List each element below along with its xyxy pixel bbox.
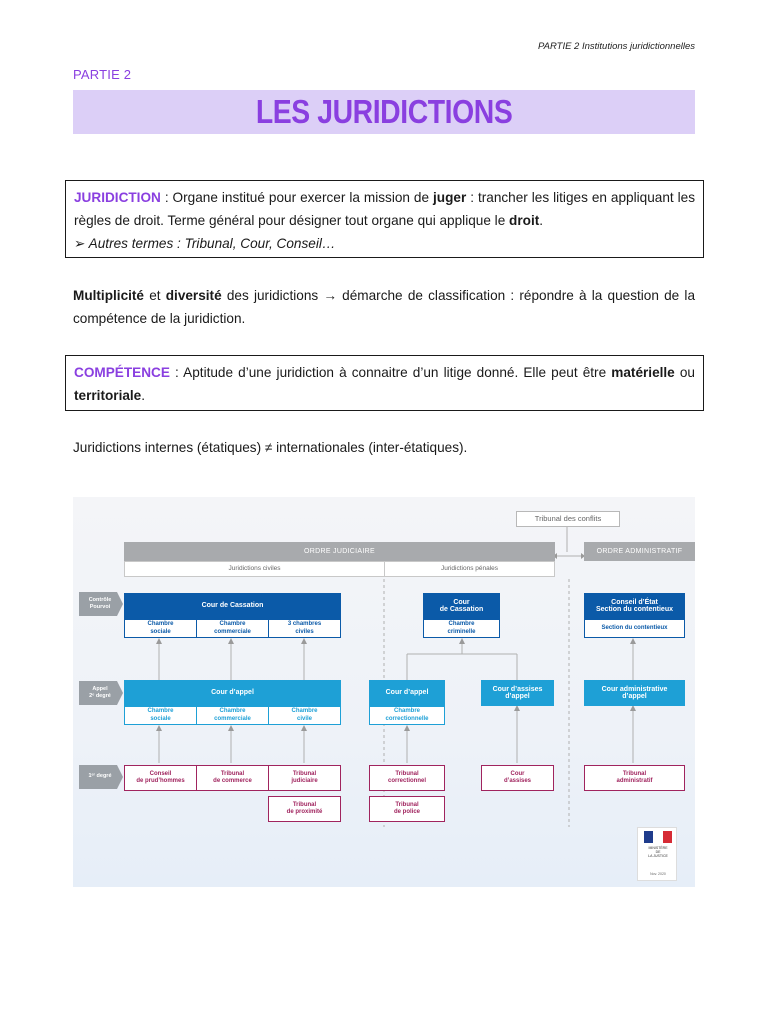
- ordre-administratif-header: ORDRE ADMINISTRATIF: [584, 542, 695, 561]
- cour-d-appel: Cour d’appel: [124, 680, 341, 706]
- paragraph-internes: Juridictions internes (étatiques) ≠ internationales (inter-étatiques).: [73, 440, 468, 455]
- juridictions-civiles: Juridictions civiles: [124, 561, 385, 577]
- para-text: des juridictions → démarche de classification : répondre à la question de la compétence de la juridiction.: [73, 288, 695, 326]
- def-text: : Organe institué pour exercer la mission de: [160, 190, 434, 205]
- cour-administrative-d-appel: Cour administrative d’appel: [584, 680, 685, 706]
- def-text: : Aptitude d’une juridiction à connaitre d’un litige donné. Elle peut être: [169, 365, 612, 380]
- logo-text: MINISTÈRE DE LA JUSTICE: [648, 846, 668, 858]
- para-bold: diversité: [165, 288, 222, 303]
- ordre-judiciaire-header: ORDRE JUDICIAIRE: [124, 542, 555, 561]
- french-flag-icon: [644, 831, 672, 843]
- logo-date: Nov. 2020: [650, 872, 666, 876]
- chambre-correctionnelle: Chambre correctionnelle: [369, 706, 445, 725]
- running-header: PARTIE 2 Institutions juridictionnelles: [537, 41, 695, 52]
- appel-chambre-sociale: Chambre sociale: [124, 706, 197, 725]
- ministere-justice-logo: [637, 827, 677, 881]
- cour-d-appel-penal: Cour d’appel: [369, 680, 445, 706]
- def-bold: juger: [433, 190, 467, 205]
- tribunal-correctionnel: Tribunal correctionnel: [369, 765, 445, 791]
- cour-de-cassation: Cour de Cassation: [124, 593, 341, 619]
- definition-box-competence: [65, 355, 704, 411]
- def-bold: matérielle: [611, 365, 675, 380]
- def-text: : trancher les litiges en appliquant les règles de droit. Terme général pour désigner tout organe qui applique le: [74, 190, 695, 228]
- tribunal-de-police: Tribunal de police: [369, 796, 445, 822]
- section-du-contentieux: Section du contentieux: [584, 619, 685, 638]
- appel-chambre-commerciale: Chambre commerciale: [196, 706, 269, 725]
- juridictions-penales: Juridictions pénales: [384, 561, 555, 577]
- para-bold: Multiplicité: [73, 288, 144, 303]
- def-text: .: [141, 388, 146, 403]
- tag-appel: Appel 2ᵉ degré: [89, 685, 111, 699]
- paragraph-multiplicite: [73, 284, 695, 330]
- cass-chambres-civiles: 3 chambres civiles: [268, 619, 341, 638]
- conseil-de-prud-hommes: Conseil de prud’hommes: [124, 765, 197, 791]
- tag-premier-degre: 1ᵉʳ degré: [88, 773, 112, 780]
- definition-box-juridiction: [65, 180, 704, 258]
- tribunal-de-commerce: Tribunal de commerce: [196, 765, 269, 791]
- tribunal-judiciaire: Tribunal judiciaire: [268, 765, 341, 791]
- tribunal-administratif: Tribunal administratif: [584, 765, 685, 791]
- tag-controle: Contrôle Pourvoi: [88, 596, 112, 610]
- cass-chambre-criminelle: Chambre criminelle: [423, 619, 500, 638]
- cour-d-assises-d-appel: Cour d’assises d’appel: [481, 680, 554, 706]
- part-label: PARTIE 2: [73, 67, 132, 82]
- page-title: LES JURIDICTIONS: [255, 93, 513, 130]
- cass-chambre-sociale: Chambre sociale: [124, 619, 197, 638]
- cour-de-cassation-penal: Cour de Cassation: [423, 593, 500, 619]
- def-text: .: [539, 213, 544, 228]
- other-terms-note: ➢ Autres termes : Tribunal, Cour, Conseil…: [74, 236, 336, 251]
- appel-chambre-civile: Chambre civile: [268, 706, 341, 725]
- def-bold: droit: [509, 213, 540, 228]
- para-text: et: [144, 288, 166, 303]
- def-bold: territoriale: [74, 388, 142, 403]
- tribunal-de-proximite: Tribunal de proximité: [268, 796, 341, 822]
- cass-chambre-commerciale: Chambre commerciale: [196, 619, 269, 638]
- def-text: ou: [674, 365, 695, 380]
- title-band: [73, 90, 695, 134]
- term-juridiction: JURIDICTION: [74, 190, 161, 205]
- court-organization-diagram: [73, 497, 695, 887]
- tribunal-des-conflits: Tribunal des conflits: [516, 511, 620, 527]
- term-competence: COMPÉTENCE: [74, 365, 170, 380]
- conseil-etat: Conseil d’État Section du contentieux: [584, 593, 685, 619]
- cour-d-assises: Cour d’assises: [481, 765, 554, 791]
